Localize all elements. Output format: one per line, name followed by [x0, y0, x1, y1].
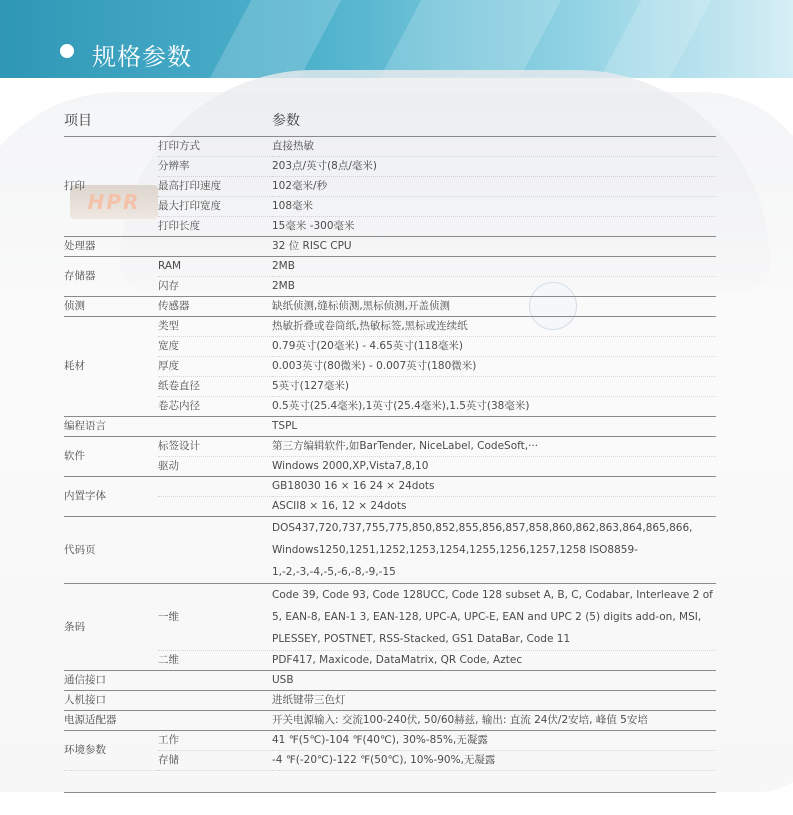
- spec-category: 条码: [64, 584, 158, 671]
- table-row: [64, 584, 716, 651]
- spec-category: 软件: [64, 437, 158, 477]
- spec-value: 热敏折叠或卷筒纸,热敏标签,黑标或连续纸: [272, 317, 716, 337]
- table-row: [64, 751, 716, 771]
- table-row: [64, 197, 716, 217]
- spec-value: 108毫米: [272, 197, 716, 217]
- spec-subcategory: 类型: [158, 317, 272, 337]
- spec-value: TSPL: [272, 417, 716, 437]
- table-row: [64, 217, 716, 237]
- spec-category: 代码页: [64, 517, 158, 584]
- spec-subcategory: 厚度: [158, 357, 272, 377]
- spec-value: PDF417, Maxicode, DataMatrix, QR Code, Aztec: [272, 651, 716, 671]
- spec-subcategory: 工作: [158, 731, 272, 751]
- spec-subcategory: [158, 691, 272, 711]
- table-row: [64, 257, 716, 277]
- spec-category: 内置字体: [64, 477, 158, 517]
- spec-value: DOS437,720,737,755,775,850,852,855,856,857,858,860,862,863,864,865,866, Windows1250,1251,1252,1253,1254,1255,1256,1257,1258 ISO8859-1,-2,-3,-4,-5,-6,-8,-9,-15: [272, 517, 716, 584]
- spec-category: 通信接口: [64, 671, 158, 691]
- spec-subcategory: 传感器: [158, 297, 272, 317]
- column-header-item: 项目: [64, 110, 158, 137]
- spec-value: 直接热敏: [272, 137, 716, 157]
- spec-subcategory: 宽度: [158, 337, 272, 357]
- spec-value: 第三方编辑软件,如BarTender, NiceLabel, CodeSoft,···: [272, 437, 716, 457]
- spec-subcategory: [158, 711, 272, 731]
- spec-subcategory: 最大打印宽度: [158, 197, 272, 217]
- spec-category: 处理器: [64, 237, 158, 257]
- spec-value: Code 39, Code 93, Code 128UCC, Code 128 subset A, B, C, Codabar, Interleave 2 of 5, EAN-8, EAN-1 3, EAN-128, UPC-A, UPC-E, EAN and UPC 2 (5) digits add-on, MSI, PLESSEY, POSTNET, RSS-Stacked, GS1 DataBar, Code 11: [272, 584, 716, 651]
- table-row: [64, 357, 716, 377]
- column-header-param: 参数: [272, 110, 716, 137]
- table-row: [64, 457, 716, 477]
- table-row: [64, 297, 716, 317]
- table-row: [64, 137, 716, 157]
- table-row: [64, 277, 716, 297]
- spec-value: -4 ℉(-20℃)-122 ℉(50℃), 10%-90%,无凝露: [272, 751, 716, 771]
- spec-subcategory: [158, 417, 272, 437]
- spec-value: 开关电源输入: 交流100-240伏, 50/60赫兹, 输出: 直流 24伏/2安培, 峰值 5安培: [272, 711, 716, 731]
- table-row: [64, 337, 716, 357]
- spec-subcategory: 一维: [158, 584, 272, 651]
- table-row: [64, 397, 716, 417]
- spec-value: 缺纸侦测,缝标侦测,黑标侦测,开盖侦测: [272, 297, 716, 317]
- spec-value: 102毫米/秒: [272, 177, 716, 197]
- table-row: [64, 517, 716, 584]
- spec-value: 0.5英寸(25.4毫米),1英寸(25.4毫米),1.5英寸(38毫米): [272, 397, 716, 417]
- spec-subcategory: 标签设计: [158, 437, 272, 457]
- table-row: [64, 437, 716, 457]
- table-row: [64, 671, 716, 691]
- bullet-dot-icon: [60, 44, 74, 58]
- spec-value: 32 位 RISC CPU: [272, 237, 716, 257]
- spec-subcategory: RAM: [158, 257, 272, 277]
- spec-value: 进纸键带三色灯: [272, 691, 716, 711]
- spec-category: 电源适配器: [64, 711, 158, 731]
- spec-subcategory: 闪存: [158, 277, 272, 297]
- spec-category: 编程语言: [64, 417, 158, 437]
- table-bottom-rule: [64, 792, 716, 793]
- spec-category: 耗材: [64, 317, 158, 417]
- table-row: [64, 157, 716, 177]
- spec-subcategory: 纸卷直径: [158, 377, 272, 397]
- spec-subcategory: [158, 497, 272, 517]
- table-row: [64, 477, 716, 497]
- spec-value: 2MB: [272, 257, 716, 277]
- table-row: [64, 377, 716, 397]
- table-row: [64, 691, 716, 711]
- spec-subcategory: 二维: [158, 651, 272, 671]
- spec-category: 侦测: [64, 297, 158, 317]
- table-row: [64, 731, 716, 751]
- spec-value: 5英寸(127毫米): [272, 377, 716, 397]
- spec-value: 0.79英寸(20毫米) - 4.65英寸(118毫米): [272, 337, 716, 357]
- spec-value: 15毫米 -300毫米: [272, 217, 716, 237]
- spec-value: 41 ℉(5℃)-104 ℉(40℃), 30%-85%,无凝露: [272, 731, 716, 751]
- spec-category: 存储器: [64, 257, 158, 297]
- spec-subcategory: 打印长度: [158, 217, 272, 237]
- spec-subcategory: [158, 517, 272, 584]
- table-row: [64, 417, 716, 437]
- spec-subcategory: [158, 477, 272, 497]
- table-row: [64, 237, 716, 257]
- spec-subcategory: [158, 671, 272, 691]
- spec-value: USB: [272, 671, 716, 691]
- spec-table: [64, 110, 716, 771]
- spec-category: 环境参数: [64, 731, 158, 771]
- table-header-row: [64, 110, 716, 137]
- table-row: [64, 711, 716, 731]
- spec-category: 人机接口: [64, 691, 158, 711]
- spec-value: 0.003英寸(80微米) - 0.007英寸(180微米): [272, 357, 716, 377]
- spec-subcategory: 存储: [158, 751, 272, 771]
- spec-value: Windows 2000,XP,Vista7,8,10: [272, 457, 716, 477]
- spec-subcategory: [158, 237, 272, 257]
- table-row: [64, 651, 716, 671]
- spec-subcategory: 打印方式: [158, 137, 272, 157]
- table-row: [64, 497, 716, 517]
- section-banner: [0, 0, 793, 78]
- brand-logo: HPR: [70, 185, 158, 219]
- page-title: 规格参数: [92, 43, 192, 71]
- spec-value: 203点/英寸(8点/毫米): [272, 157, 716, 177]
- spec-value: GB18030 16 × 16 24 × 24dots: [272, 477, 716, 497]
- spec-category: 打印: [64, 137, 158, 237]
- table-row: [64, 177, 716, 197]
- spec-subcategory: 卷芯内径: [158, 397, 272, 417]
- spec-value: 2MB: [272, 277, 716, 297]
- spec-value: ASCII8 × 16, 12 × 24dots: [272, 497, 716, 517]
- spec-subcategory: 驱动: [158, 457, 272, 477]
- spec-subcategory: 分辨率: [158, 157, 272, 177]
- table-row: [64, 317, 716, 337]
- spec-subcategory: 最高打印速度: [158, 177, 272, 197]
